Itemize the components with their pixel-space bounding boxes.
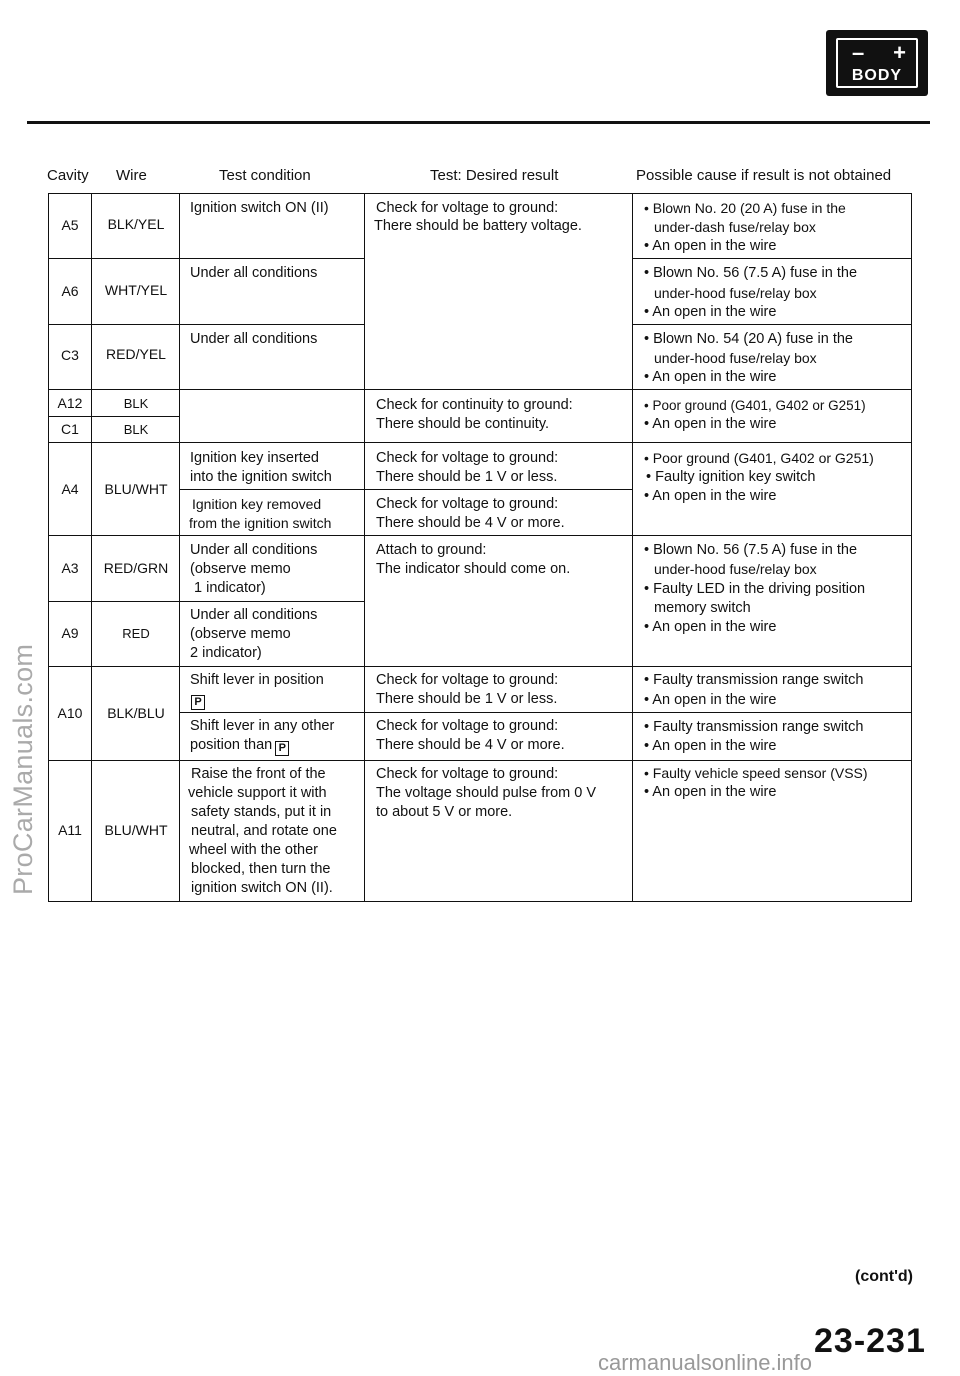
cavity-a9: A9 bbox=[61, 625, 79, 641]
cause-3-line2: under-hood fuse/relay box bbox=[654, 350, 817, 366]
condition-a4-inserted-line1: Ignition key inserted bbox=[190, 450, 319, 466]
condition-a6: Under all conditions bbox=[190, 265, 318, 281]
cause-4-line2: • An open in the wire bbox=[644, 416, 777, 432]
cause-2-line2: under-hood fuse/relay box bbox=[654, 285, 817, 301]
cavity-c1: C1 bbox=[61, 421, 79, 437]
condition-a4-removed-line1: Ignition key removed bbox=[192, 496, 322, 512]
cavity-a10: A10 bbox=[57, 705, 83, 721]
cause-5-line1: • Poor ground (G401, G402 or G251) bbox=[644, 450, 874, 466]
cause-1-line1: • Blown No. 20 (20 A) fuse in the bbox=[644, 200, 846, 216]
result-2-line2: There should be continuity. bbox=[376, 416, 550, 432]
cause-6-line4: memory switch bbox=[654, 600, 751, 616]
condition-a9-line1: Under all conditions bbox=[190, 607, 318, 623]
cause-5-line3: • An open in the wire bbox=[644, 488, 777, 504]
result-1-line2: There should be battery voltage. bbox=[374, 218, 582, 234]
wire-c3: RED/YEL bbox=[106, 346, 166, 362]
result-2-line1: Check for continuity to ground: bbox=[376, 397, 573, 413]
cavity-a12: A12 bbox=[57, 395, 83, 411]
condition-a9-line2: (observe memo bbox=[190, 626, 291, 642]
battery-plus-symbol: + bbox=[893, 40, 906, 65]
result-1-line1: Check for voltage to ground: bbox=[376, 200, 559, 216]
condition-a11-line4: neutral, and rotate one bbox=[191, 823, 337, 839]
cause-7-line1: • Faulty transmission range switch bbox=[644, 672, 864, 688]
wire-c1: BLK bbox=[123, 422, 149, 437]
condition-a9-line3: 2 indicator) bbox=[190, 645, 262, 661]
condition-a10-other-line1: Shift lever in any other bbox=[190, 718, 335, 734]
cause-1-line3: • An open in the wire bbox=[644, 238, 777, 254]
page-number: 23-231 bbox=[814, 1322, 926, 1360]
condition-a4-inserted-line2: into the ignition switch bbox=[190, 469, 332, 485]
condition-a11-line3: safety stands, put it in bbox=[191, 804, 332, 820]
wire-a9: RED bbox=[122, 626, 150, 641]
condition-a11-line1: Raise the front of the bbox=[191, 766, 326, 782]
result-4-line1: Check for voltage to ground: bbox=[376, 496, 559, 512]
result-5-line2: The indicator should come on. bbox=[376, 561, 571, 577]
cause-2-line3: • An open in the wire bbox=[644, 304, 777, 320]
condition-a4-removed-line2: from the ignition switch bbox=[189, 515, 332, 531]
result-6-line1: Check for voltage to ground: bbox=[376, 672, 559, 688]
wire-a3: RED/GRN bbox=[103, 560, 169, 576]
continued-label: (cont'd) bbox=[855, 1268, 914, 1285]
result-4-line2: There should be 4 V or more. bbox=[376, 515, 565, 531]
condition-a3-line2: (observe memo bbox=[190, 561, 291, 577]
cavity-c3: C3 bbox=[61, 347, 79, 363]
park-symbol-icon: P bbox=[191, 695, 205, 710]
body-section-badge bbox=[826, 30, 928, 96]
cause-3-line1: • Blown No. 54 (20 A) fuse in the bbox=[644, 331, 853, 347]
result-3-line2: There should be 1 V or less. bbox=[376, 469, 558, 485]
condition-a5: Ignition switch ON (II) bbox=[190, 200, 329, 216]
header-test-condition: Test condition bbox=[219, 167, 311, 184]
cause-6-line5: • An open in the wire bbox=[644, 619, 777, 635]
cause-2-line1: • Blown No. 56 (7.5 A) fuse in the bbox=[644, 265, 858, 281]
condition-a10-other-line2: position than P bbox=[190, 736, 289, 756]
cause-3-line3: • An open in the wire bbox=[644, 369, 777, 385]
cause-9-line2: • An open in the wire bbox=[644, 784, 777, 800]
header-wire: Wire bbox=[116, 167, 147, 184]
result-6-line2: There should be 1 V or less. bbox=[376, 691, 558, 707]
condition-a11-line2: vehicle support it with bbox=[188, 785, 327, 801]
wire-a11: BLU/WHT bbox=[104, 822, 168, 838]
result-8-line1: Check for voltage to ground: bbox=[376, 766, 559, 782]
wire-a6: WHT/YEL bbox=[104, 282, 168, 298]
condition-c3: Under all conditions bbox=[190, 331, 318, 347]
cause-7-line2: • An open in the wire bbox=[644, 692, 777, 708]
cause-6-line1: • Blown No. 56 (7.5 A) fuse in the bbox=[644, 542, 858, 558]
cavity-a6: A6 bbox=[61, 283, 79, 299]
park-symbol-icon: P bbox=[275, 741, 289, 756]
side-watermark: ProCarManuals.com bbox=[8, 643, 38, 895]
result-7-line2: There should be 4 V or more. bbox=[376, 737, 565, 753]
header-possible-cause: Possible cause if result is not obtained bbox=[636, 167, 892, 184]
cause-5-line2: • Faulty ignition key switch bbox=[646, 469, 816, 485]
cause-9-line1: • Faulty vehicle speed sensor (VSS) bbox=[644, 765, 868, 781]
badge-label: BODY bbox=[851, 67, 903, 84]
header-rule bbox=[27, 121, 930, 124]
condition-a10-p-line2 bbox=[188, 690, 205, 710]
header-desired-result: Test: Desired result bbox=[430, 167, 559, 184]
condition-a3-line3: 1 indicator) bbox=[194, 580, 266, 596]
condition-a11-line7: ignition switch ON (II). bbox=[191, 880, 333, 896]
result-8-line3: to about 5 V or more. bbox=[376, 804, 513, 820]
cause-6-line2: under-hood fuse/relay box bbox=[654, 561, 817, 577]
footer-watermark: carmanualsonline.info bbox=[598, 1350, 813, 1375]
condition-a10-p-line1: Shift lever in position bbox=[190, 672, 324, 688]
cause-1-line2: under-dash fuse/relay box bbox=[654, 219, 816, 235]
result-5-line1: Attach to ground: bbox=[376, 542, 487, 558]
cavity-a3: A3 bbox=[61, 560, 79, 576]
cause-8-line1: • Faulty transmission range switch bbox=[644, 719, 864, 735]
battery-icon bbox=[836, 38, 918, 88]
cavity-a4: A4 bbox=[61, 481, 79, 497]
cause-8-line2: • An open in the wire bbox=[644, 738, 777, 754]
condition-a3-line1: Under all conditions bbox=[190, 542, 318, 558]
wire-a5: BLK/YEL bbox=[107, 216, 165, 232]
condition-a11-line6: blocked, then turn the bbox=[191, 861, 331, 877]
cause-6-line3: • Faulty LED in the driving position bbox=[644, 581, 866, 597]
wire-a12: BLK bbox=[123, 396, 149, 411]
wire-a4: BLU/WHT bbox=[104, 481, 168, 497]
cavity-a11: A11 bbox=[58, 822, 82, 838]
cavity-a5: A5 bbox=[61, 217, 79, 233]
cause-4-line1: • Poor ground (G401, G402 or G251) bbox=[644, 398, 866, 413]
battery-minus-symbol: – bbox=[852, 40, 865, 65]
condition-a11-line5: wheel with the other bbox=[189, 842, 318, 858]
result-7-line1: Check for voltage to ground: bbox=[376, 718, 559, 734]
result-8-line2: The voltage should pulse from 0 V bbox=[376, 785, 597, 801]
header-cavity: Cavity bbox=[47, 167, 89, 184]
result-3-line1: Check for voltage to ground: bbox=[376, 450, 559, 466]
wire-a10: BLK/BLU bbox=[107, 705, 165, 721]
